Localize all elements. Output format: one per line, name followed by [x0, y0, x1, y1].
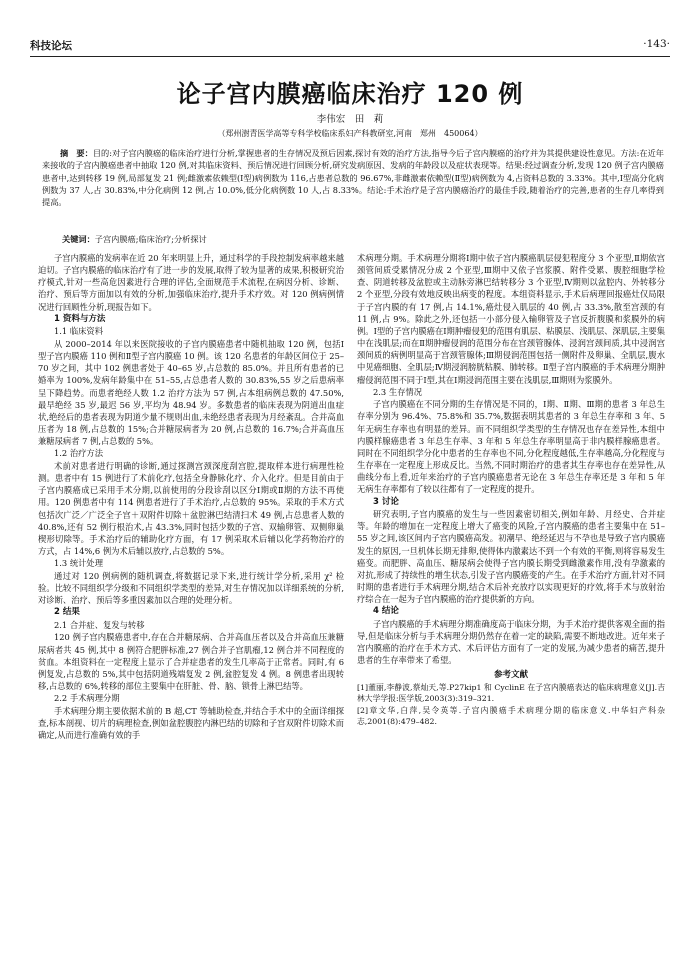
abstract — [42, 147, 664, 208]
paragraph: 从 2000–2014 年以来医院接收的子宫内膜癌患者中随机抽取 120 例，包括Ⅰ型子宫内膜癌 110 例和Ⅱ型子宫内膜癌 10 例。该 120 名患者的年龄区间位于 25–70 岁之间，其中 102 例患者处于 40–65 岁,占总数的 85.0%。并且所有患者的已婚率为 100%,发病年龄集中在 51–55,占总患者人数的 30.83%,55 岁之后患病率呈下降趋势。而患者绝经人数 1.2 治疗方法为 57 例,占本组病例总数的 47.50%,最早绝经 35 岁,最迟 56 岁,平均为 48.94 岁。多数患者的临床表现为阴道出血症状,绝经后的患者表现为阴道少量不规则出血,未绝经患者表现为月经紊乱。合并高血压者为 18 例,占总数的 15%;合并糖尿病者为 20 例,占总数的 16.7%;合并高血压兼糖尿病者 7 例,占总数的 5%。 — [38, 338, 344, 447]
keywords-text: 子宫内膜癌;临床治疗;分析探讨 — [94, 234, 207, 244]
paragraph: 子宫内膜癌的发病率在近 20 年来明显上升，通过科学的手段控制发病率越来越迫切。子宫内膜癌的临床治疗有了进一步的发展,取得了较为显著的成果,积极研究治疗模式,针对一些高危因素进行合理的评估,全面规范手术流程,在病因分析、诊断、治疗、预后等方面加以有效的分析,加强临床治疗,提升手术疗效。对 120 例病例情况进行回顾性分析,现报告如下。 — [38, 253, 344, 312]
section-heading: 4 结论 — [373, 606, 399, 617]
abstract-text: 目的:对子宫内膜癌的临床治疗进行分析,掌握患者的生存情况及预后因素,探讨有效的治疗方法,指导今后子宫内膜癌的治疗并为其提供建设性意见。方法:在近年来接收的子宫内膜癌患者中抽取 120 例,对其临床资料、预后情况进行回顾分析,研究发病原因、发病的年龄段以及症状表现等。结果:经过调查分析,发现 120 例子宫内膜癌患者中,达到转移 19 例,局部复发 21 例;雌激素依赖型(Ⅰ型)病例数为 116,占患者总数的 96.67%,非雌激素依赖型(Ⅱ型)病例数为 4,占资料总数的 3.33%。其中,Ⅰ型高分化病例数为 37 人,占 30.83%,中分化病例 12 例,占 10.0%,低分化病例数 10 人,占 8.33%。结论:手术治疗是子宫内膜癌治疗的最佳手段,随着治疗的完善,患者的生存几率得到提高。 — [42, 148, 664, 208]
article-authors: 李伟宏 田 莉 — [316, 114, 384, 125]
section-heading: 2 结果 — [54, 607, 80, 618]
subsection-heading: 2.2 手术病理分期 — [54, 693, 120, 704]
subsection-heading: 2.3 生存情况 — [373, 386, 423, 397]
header-rule — [30, 56, 670, 57]
keywords — [62, 233, 664, 245]
page-number: ·143· — [643, 38, 670, 50]
subsection-heading: 2.1 合并症、复发与转移 — [54, 619, 145, 630]
reference-item: [1]董丽,李静波,蔡灿天,等.P27kip1 和 CyclinE 在子宫内膜癌表达的临床病理意义[J].吉林大学学报:医学版,2003(3):319–321. — [357, 682, 665, 704]
references-heading: 参考文献 — [493, 669, 528, 680]
subsection-heading: 1.3 统计处理 — [54, 558, 104, 569]
paragraph: 子宫内膜癌的手术病理分期准确度高于临床分期，为手术治疗提供客观全面的指导,但是临床分析与手术病理分期仍然存在着一定的缺陷,需要不断地改进。近年来子宫内膜癌的治疗在手术方式、术后评估方面有了一定的发展,为减少患者的痛苦,提升患者的生存率带来了希望。 — [357, 619, 665, 666]
section-heading: 3 讨论 — [373, 496, 399, 507]
article-title: 论子宫内膜癌临床治疗 120 例 — [176, 80, 524, 108]
paragraph: 手术病理分期主要依据术前的 B 超,CT 等辅助检查,并结合手术中的全面详细探查,标本剖视、切片的病理检查,例如盆腔腹腔内淋巴结的切除和子宫双附件切除术而确定,从而进行准确有效的手 — [38, 705, 344, 741]
reference-item: [2]章文华,白萍,吴令英等.子宫内膜癌手术病理分期的临床意义.中华妇产科杂志,2001(8):479–482. — [357, 705, 665, 727]
keywords-label: 关键词： — [62, 234, 95, 244]
body-column-right — [357, 252, 665, 728]
article-affiliation: （郑州澍青医学高等专科学校临床系妇产科教研室,河南 郑州 450064） — [217, 129, 483, 138]
running-head — [30, 38, 670, 54]
subsection-heading: 1.1 临床资料 — [54, 326, 104, 337]
journal-section-name: 科技论坛 — [30, 40, 72, 52]
paragraph-continued: 术病理分期。手术病理分期将Ⅰ期中依子宫内膜癌肌层侵犯程度分 3 个亚型,Ⅱ期依宫颈管间质受累情况分成 2 个亚型,Ⅲ期中又依子宫浆膜、附件受累、腹腔细胞学检查、阴道转移及盆腔或主动脉旁淋巴结转移分 3 个亚型,Ⅳ期则以盆腔内、外转移分 2 个亚型,分段有效地反映出病变的程度。本组资料显示,手术后病理回报癌灶仅局限于子宫内膜的有 17 例,占 14.1%,癌灶侵入肌层的 40 例,占 33.3%,散至宫颈的有 11 例,占 9%。除此之外,还包括一小部分侵入输卵管及子宫反折腹膜和浆膜外的病例。Ⅰ型的子宫内膜癌在Ⅰ期肿瘤侵犯的范围有肌层、粘膜层、浅肌层、深肌层,主要集中在浅肌层;而在Ⅱ期肿瘤侵润的范围分布在宫颈管腺体、浸润宫颈间质,其中浸润宫颈间质的病例明显高于宫颈管腺体;Ⅲ期侵润范围包括一侧附件及卵巢、全肌层,腹水中见癌细胞、全肌层;Ⅳ期浸润膀胱粘膜、肺转移。Ⅱ型子宫内膜癌的手术病理分期肿瘤侵润范围不同于Ⅰ型,其在Ⅰ期浸润范围主要在浅肌层,Ⅲ期则为浆膜外。 — [357, 253, 665, 385]
subsection-heading: 1.2 治疗方法 — [54, 448, 104, 459]
paragraph: 通过对 120 例病例的随机调查,将数据记录下来,进行统计学分析,采用 χ² 检验。比较不同组织学分级和不同组织学类型的差异,对生存情况加以详细系统的分析,对诊断、治疗、预后等多重因素加以合理的处理分析。 — [38, 570, 344, 606]
abstract-label: 摘 要： — [60, 148, 93, 158]
paragraph: 研究表明,子宫内膜癌的发生与一些因素密切相关,例如年龄、月经史、合并症等。年龄的增加在一定程度上增大了癌变的风险,子宫内膜癌的患者主要集中在 51–55 岁之间,该区间内子宫内膜癌高发。初潮早、绝经延迟与不孕也是导致子宫内膜癌发生的原因,一旦机体长期无排卵,使得体内激素达不到一个有效的平衡,则将容易发生癌变。而肥胖、高血压、糖尿病会使得子宫内膜长期受到雌激素作用,没有孕激素的对抗,形成了持续性的增生状态,引发子宫内膜癌变的产生。在手术治疗方面,针对不同时期的患者进行手术病理分期,结合术后补充放疗以实现更好的疗效,将手术与放射治疗综合在一起为子宫内膜癌的治疗提供新的方向。 — [357, 509, 666, 605]
paragraph: 子宫内膜癌在不同分期的生存情况是不同的，Ⅰ期、Ⅱ期、Ⅲ期的患者 3 年总生存率分别为 96.4%、75.8%和 35.7%,数据表明其患者的 3 年总生存率和 3 年、5 年无病生存率也有明显的差异。而不同组织学类型的生存情况也存在差异性,本组中内膜样腺癌患者 3 年总生存率、3 年和 5 年总生存率明显高于非内膜样腺癌患者。同时在不同组织学分化中患者的生存率也不同,分化程度越低,生存率越高,分化程度与生存率在一定程度上形成反比。当然,不同时期治疗的患者其生存率也存在差异性,从曲线分布上看,近年来治疗的子宫内膜癌患者无论在 3 年总生存率还是 3 年和 5 年无病生存率都有了较以往都有了一定程度的提升。 — [357, 399, 665, 495]
section-heading: 1 资料与方法 — [54, 313, 106, 324]
body-column-left — [38, 252, 344, 741]
paragraph: 术前对患者进行明确的诊断,通过探测宫颈深度刮宫腔,提取样本进行病理性检测。患者中有 15 例进行了术前化疗,包括全身静脉化疗、介入化疗。但是目前由于子宫内膜癌成已采用手术分期,以前使用的分段诊刮以区分Ⅰ期或Ⅱ期的方法不再使用。120 例患者中有 114 例患者进行了手术治疗,占总数的 95%。采取的手术方式包括次广泛／广泛全子宫＋双附件切除＋盆腔淋巴结清扫术 49 例,占总患者人数的 40.8%,还有 52 例行根治术,占 43.3%,同时包括少数的子宫、双输卵管、双侧卵巢楔形切除等。手术治疗后的辅助化疗方面，有 17 例采取术后辅以化学药物治疗的方式，占 14%,6 例为术后辅以放疗,占总数的 5%。 — [38, 460, 344, 557]
paragraph: 120 例子宫内膜癌患者中,存在合并糖尿病、合并高血压者以及合并高血压兼糖尿病者共 45 例,其中 8 例符合肥胖标准,27 例合并子宫肌瘤,12 例合并不同程度的贫血。本组资料在一定程度上显示了合并症患者的发生几率高于正常者。同时,有 6 例复发,占总数的 5%,其中包括阴道残端复发 2 例,盆腔复发 4 例。8 例患者出现转移,占总数的 6%,转移的部位主要集中在肝脏、骨、脑、锁骨上淋巴结等。 — [38, 632, 344, 692]
